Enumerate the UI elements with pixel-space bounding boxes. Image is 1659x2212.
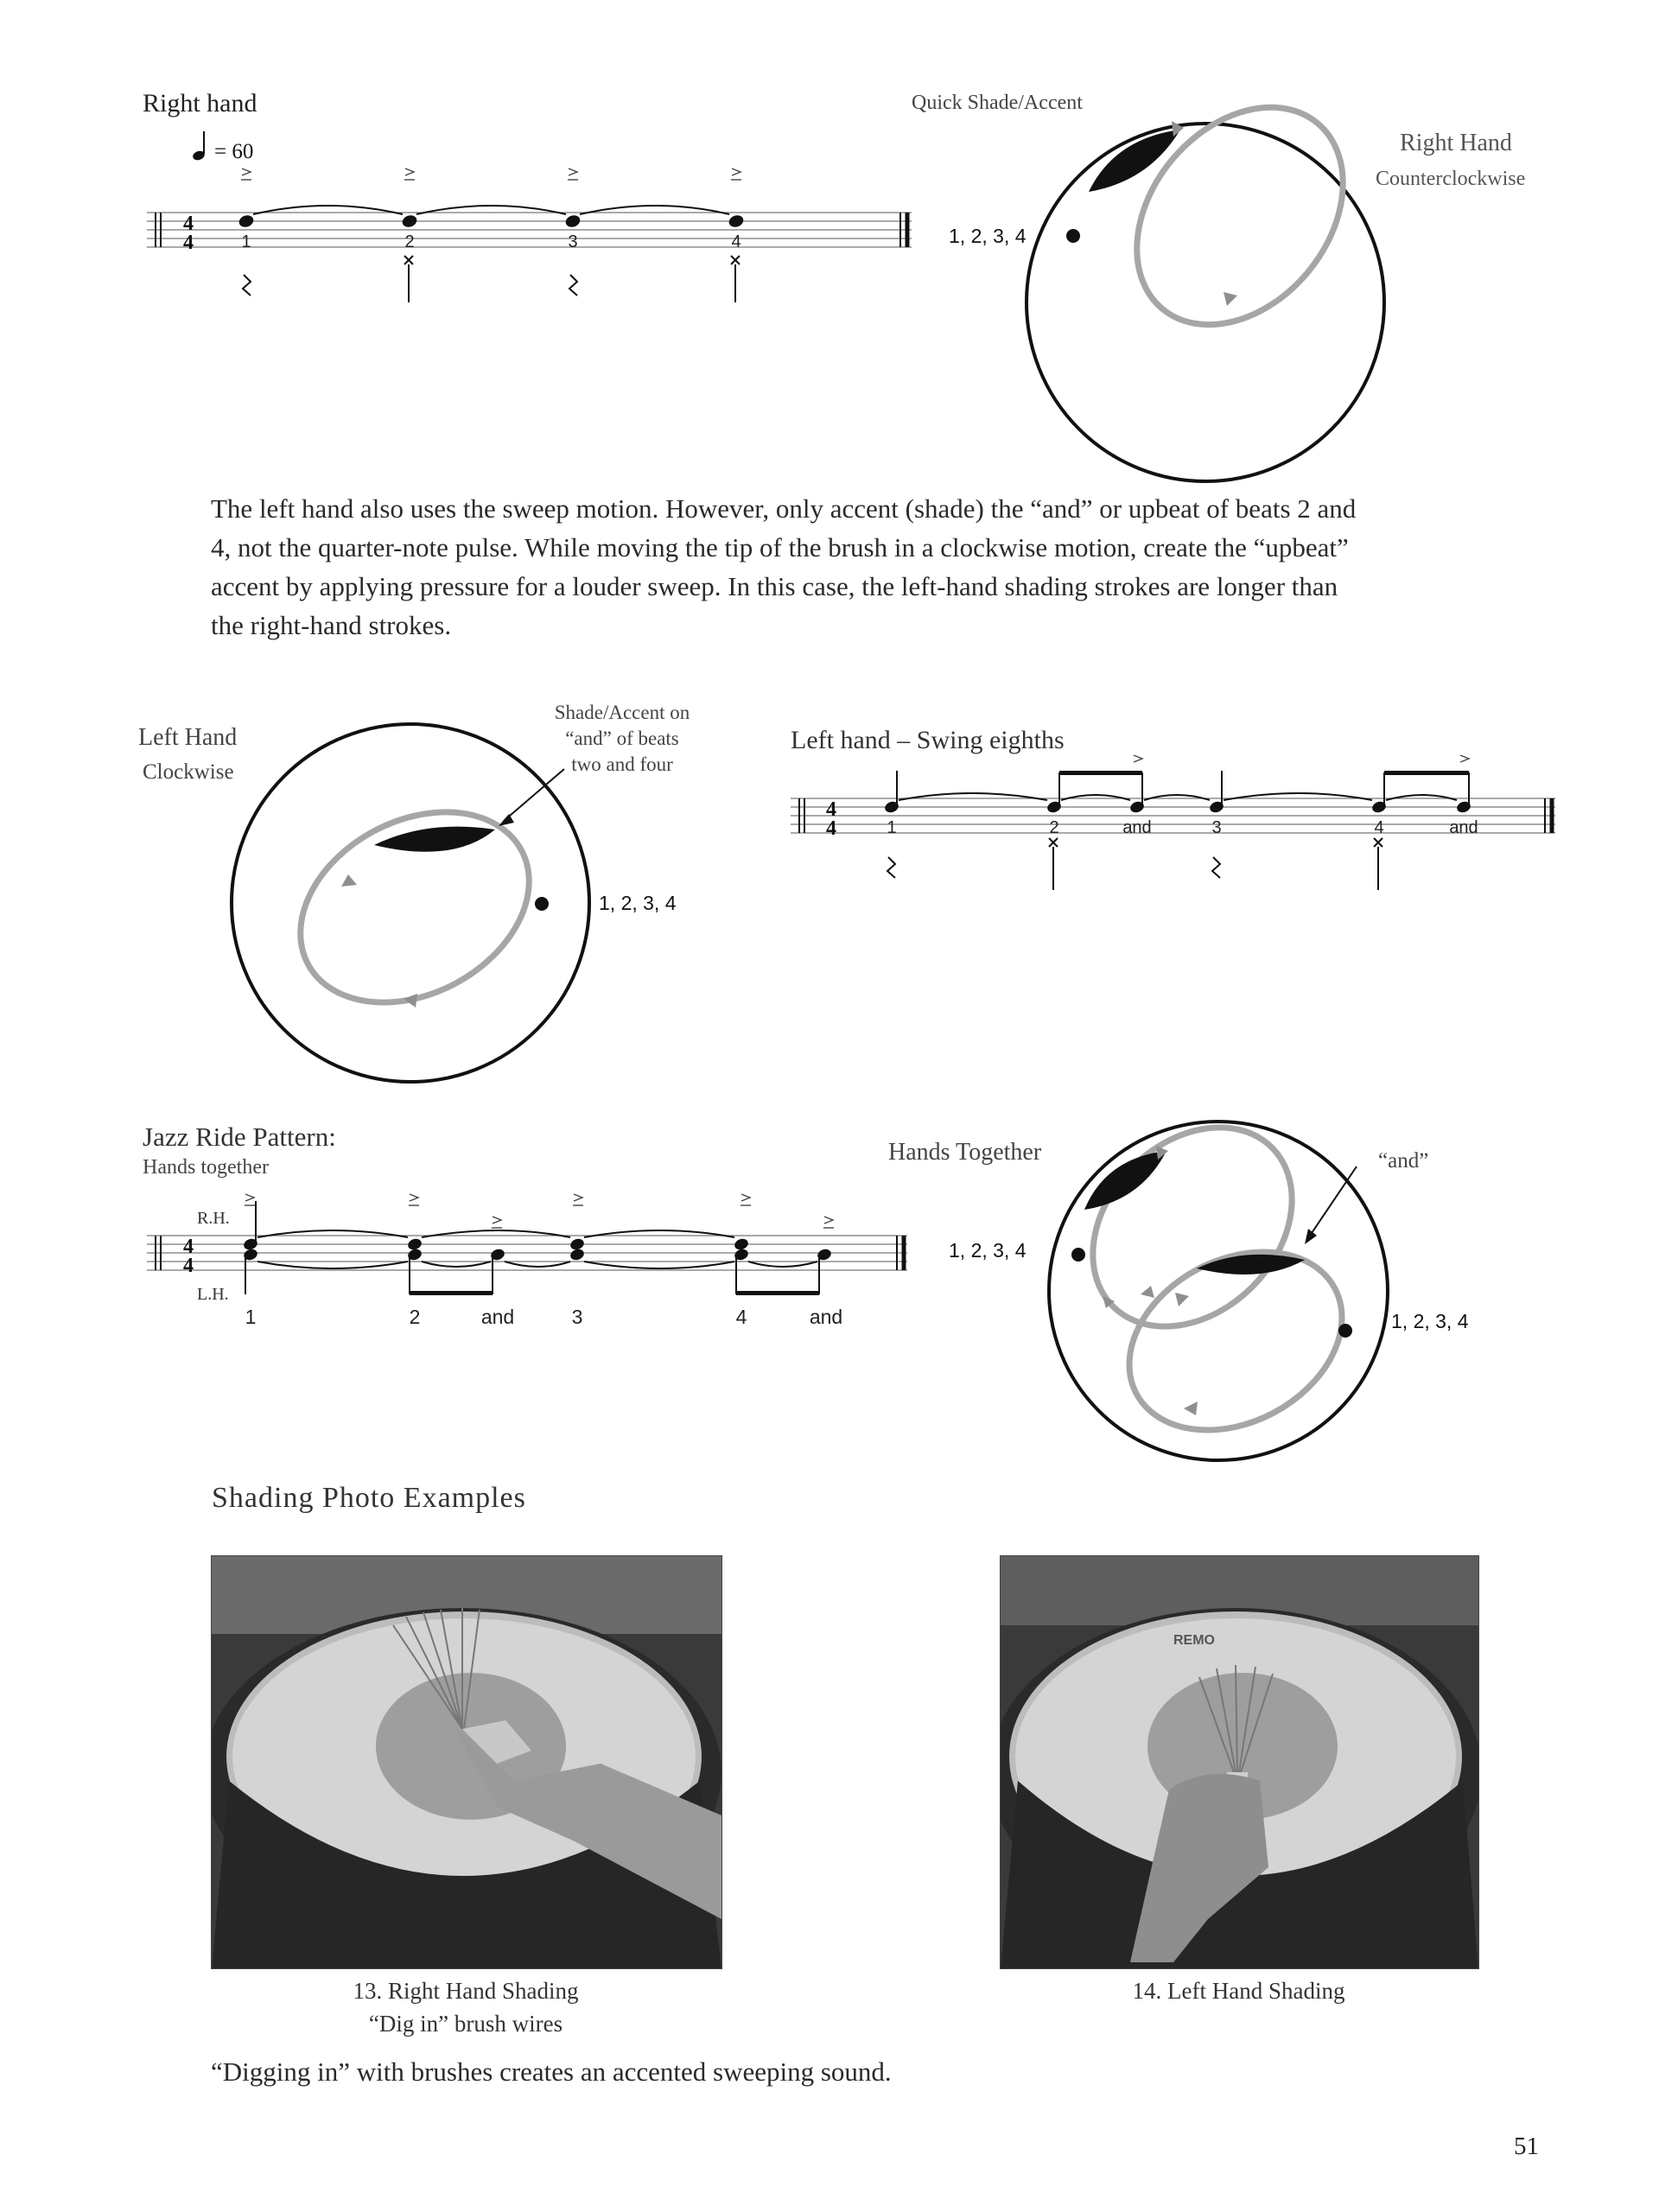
left-photo-caption — [211, 1974, 721, 2040]
note-line: Shade/Accent on — [554, 702, 690, 723]
hands-together-subtitle: Hands together — [143, 1156, 269, 1179]
body-paragraph — [211, 489, 1481, 645]
count-4: 4 — [735, 1306, 747, 1328]
count-4: 4 — [731, 232, 741, 251]
left-hand-label: Left Hand — [138, 724, 238, 751]
count-2: 2 — [1049, 818, 1059, 837]
lh-label: L.H. — [197, 1285, 229, 1304]
caption-line: 14. Left Hand Shading — [1132, 1978, 1345, 2004]
paragraph-line: The left hand also uses the sweep motion. However, only accent (shade) the “and” or upbeat of beats 2 and — [211, 493, 1357, 524]
note-line: two and four — [571, 753, 673, 775]
svg-text:4: 4 — [183, 213, 194, 235]
right-hand-notation — [138, 130, 916, 311]
arrow-head — [1141, 1286, 1154, 1298]
staff-lines — [147, 213, 912, 247]
left-shade-crescent — [1197, 1255, 1305, 1274]
shade-accent-crescent — [374, 827, 495, 852]
caption-line: 13. Right Hand Shading — [353, 1978, 579, 2004]
right-hand-shading-photo — [211, 1555, 722, 1969]
count-1: 1 — [241, 232, 251, 251]
staff-lines — [147, 1236, 907, 1270]
quick-shade-label: Quick Shade/Accent — [912, 92, 1083, 114]
count-and: and — [1122, 818, 1152, 837]
tempo-marking — [192, 131, 254, 163]
photo-section-heading: Shading Photo Examples — [212, 1482, 526, 1514]
beats-label-right: 1, 2, 3, 4 — [949, 225, 1027, 247]
count-3: 3 — [571, 1306, 583, 1328]
and-label: “and” — [1378, 1149, 1429, 1173]
staff-lines — [791, 798, 1555, 833]
count-and: and — [480, 1306, 515, 1328]
tempo-text: = 60 — [214, 140, 254, 163]
right-hand-label: Right Hand — [1400, 130, 1512, 156]
sweep-path-left — [1098, 1217, 1373, 1465]
drumhead-logo: REMO — [1173, 1633, 1215, 1648]
left-hand-swing-title: Left hand – Swing eighths — [791, 726, 1065, 754]
count-1: 1 — [245, 1306, 257, 1328]
counterclockwise-label: Counterclockwise — [1376, 168, 1526, 190]
left-hand-notation — [786, 752, 1564, 899]
hands-together-sweep-diagram — [1037, 1115, 1408, 1478]
pointer-line — [504, 769, 564, 821]
count-and: and — [1449, 818, 1478, 837]
note-line: “and” of beats — [565, 728, 679, 749]
clockwise-label: Clockwise — [143, 760, 234, 784]
count-3: 3 — [568, 232, 578, 251]
beats-label-left: 1, 2, 3, 4 — [599, 892, 677, 914]
count-2: 2 — [404, 232, 415, 251]
footer-sentence: “Digging in” with brushes creates an accented sweeping sound. — [211, 2056, 892, 2087]
right-shade-crescent — [1084, 1151, 1166, 1210]
jazz-ride-notation — [138, 1175, 916, 1331]
right-hand-title: Right hand — [143, 89, 257, 118]
rh-label: R.H. — [197, 1209, 230, 1228]
page-number: 51 — [1514, 2133, 1539, 2160]
arrow-head — [341, 874, 357, 887]
svg-text:4: 4 — [826, 817, 836, 840]
right-photo-caption — [1000, 1974, 1478, 2007]
count-4: 4 — [1374, 818, 1384, 837]
count-3: 3 — [1211, 818, 1222, 837]
left-hand-sweep-diagram — [220, 691, 609, 1106]
start-dot-right — [1071, 1248, 1085, 1262]
svg-text:4: 4 — [183, 232, 194, 254]
svg-text:4: 4 — [183, 1236, 194, 1258]
start-dot — [535, 897, 549, 911]
drumhead-circle — [1027, 124, 1384, 481]
beats-label-left-hand: 1, 2, 3, 4 — [1391, 1310, 1469, 1332]
sweep-path-right — [1053, 1115, 1332, 1366]
right-hand-sweep-diagram — [1020, 95, 1408, 501]
count-and: and — [809, 1306, 843, 1328]
left-hand-shading-photo — [1000, 1555, 1479, 1969]
hands-together-label: Hands Together — [888, 1139, 1042, 1166]
svg-text:4: 4 — [183, 1255, 194, 1277]
count-2: 2 — [409, 1306, 421, 1328]
arrow-head — [1172, 121, 1184, 137]
jazz-ride-title: Jazz Ride Pattern: — [143, 1122, 336, 1152]
start-dot — [1066, 229, 1080, 243]
beats-label-right-hand: 1, 2, 3, 4 — [949, 1239, 1027, 1262]
arrow-head — [1184, 1402, 1198, 1415]
paragraph-line: accent by applying pressure for a louder sweep. In this case, the left-hand shading strokes are longer than — [211, 571, 1338, 601]
svg-text:4: 4 — [826, 798, 836, 821]
pointer-line — [1310, 1166, 1357, 1236]
count-1: 1 — [887, 818, 897, 837]
paragraph-line: 4, not the quarter-note pulse. While moving the tip of the brush in a clockwise motion, create the “upbeat” — [211, 532, 1349, 563]
arrow-head — [1175, 1293, 1189, 1306]
arrow-head — [1224, 292, 1237, 306]
paragraph-line: the right-hand strokes. — [211, 610, 452, 640]
start-dot-left — [1338, 1324, 1352, 1338]
caption-line: “Dig in” brush wires — [368, 2011, 563, 2037]
